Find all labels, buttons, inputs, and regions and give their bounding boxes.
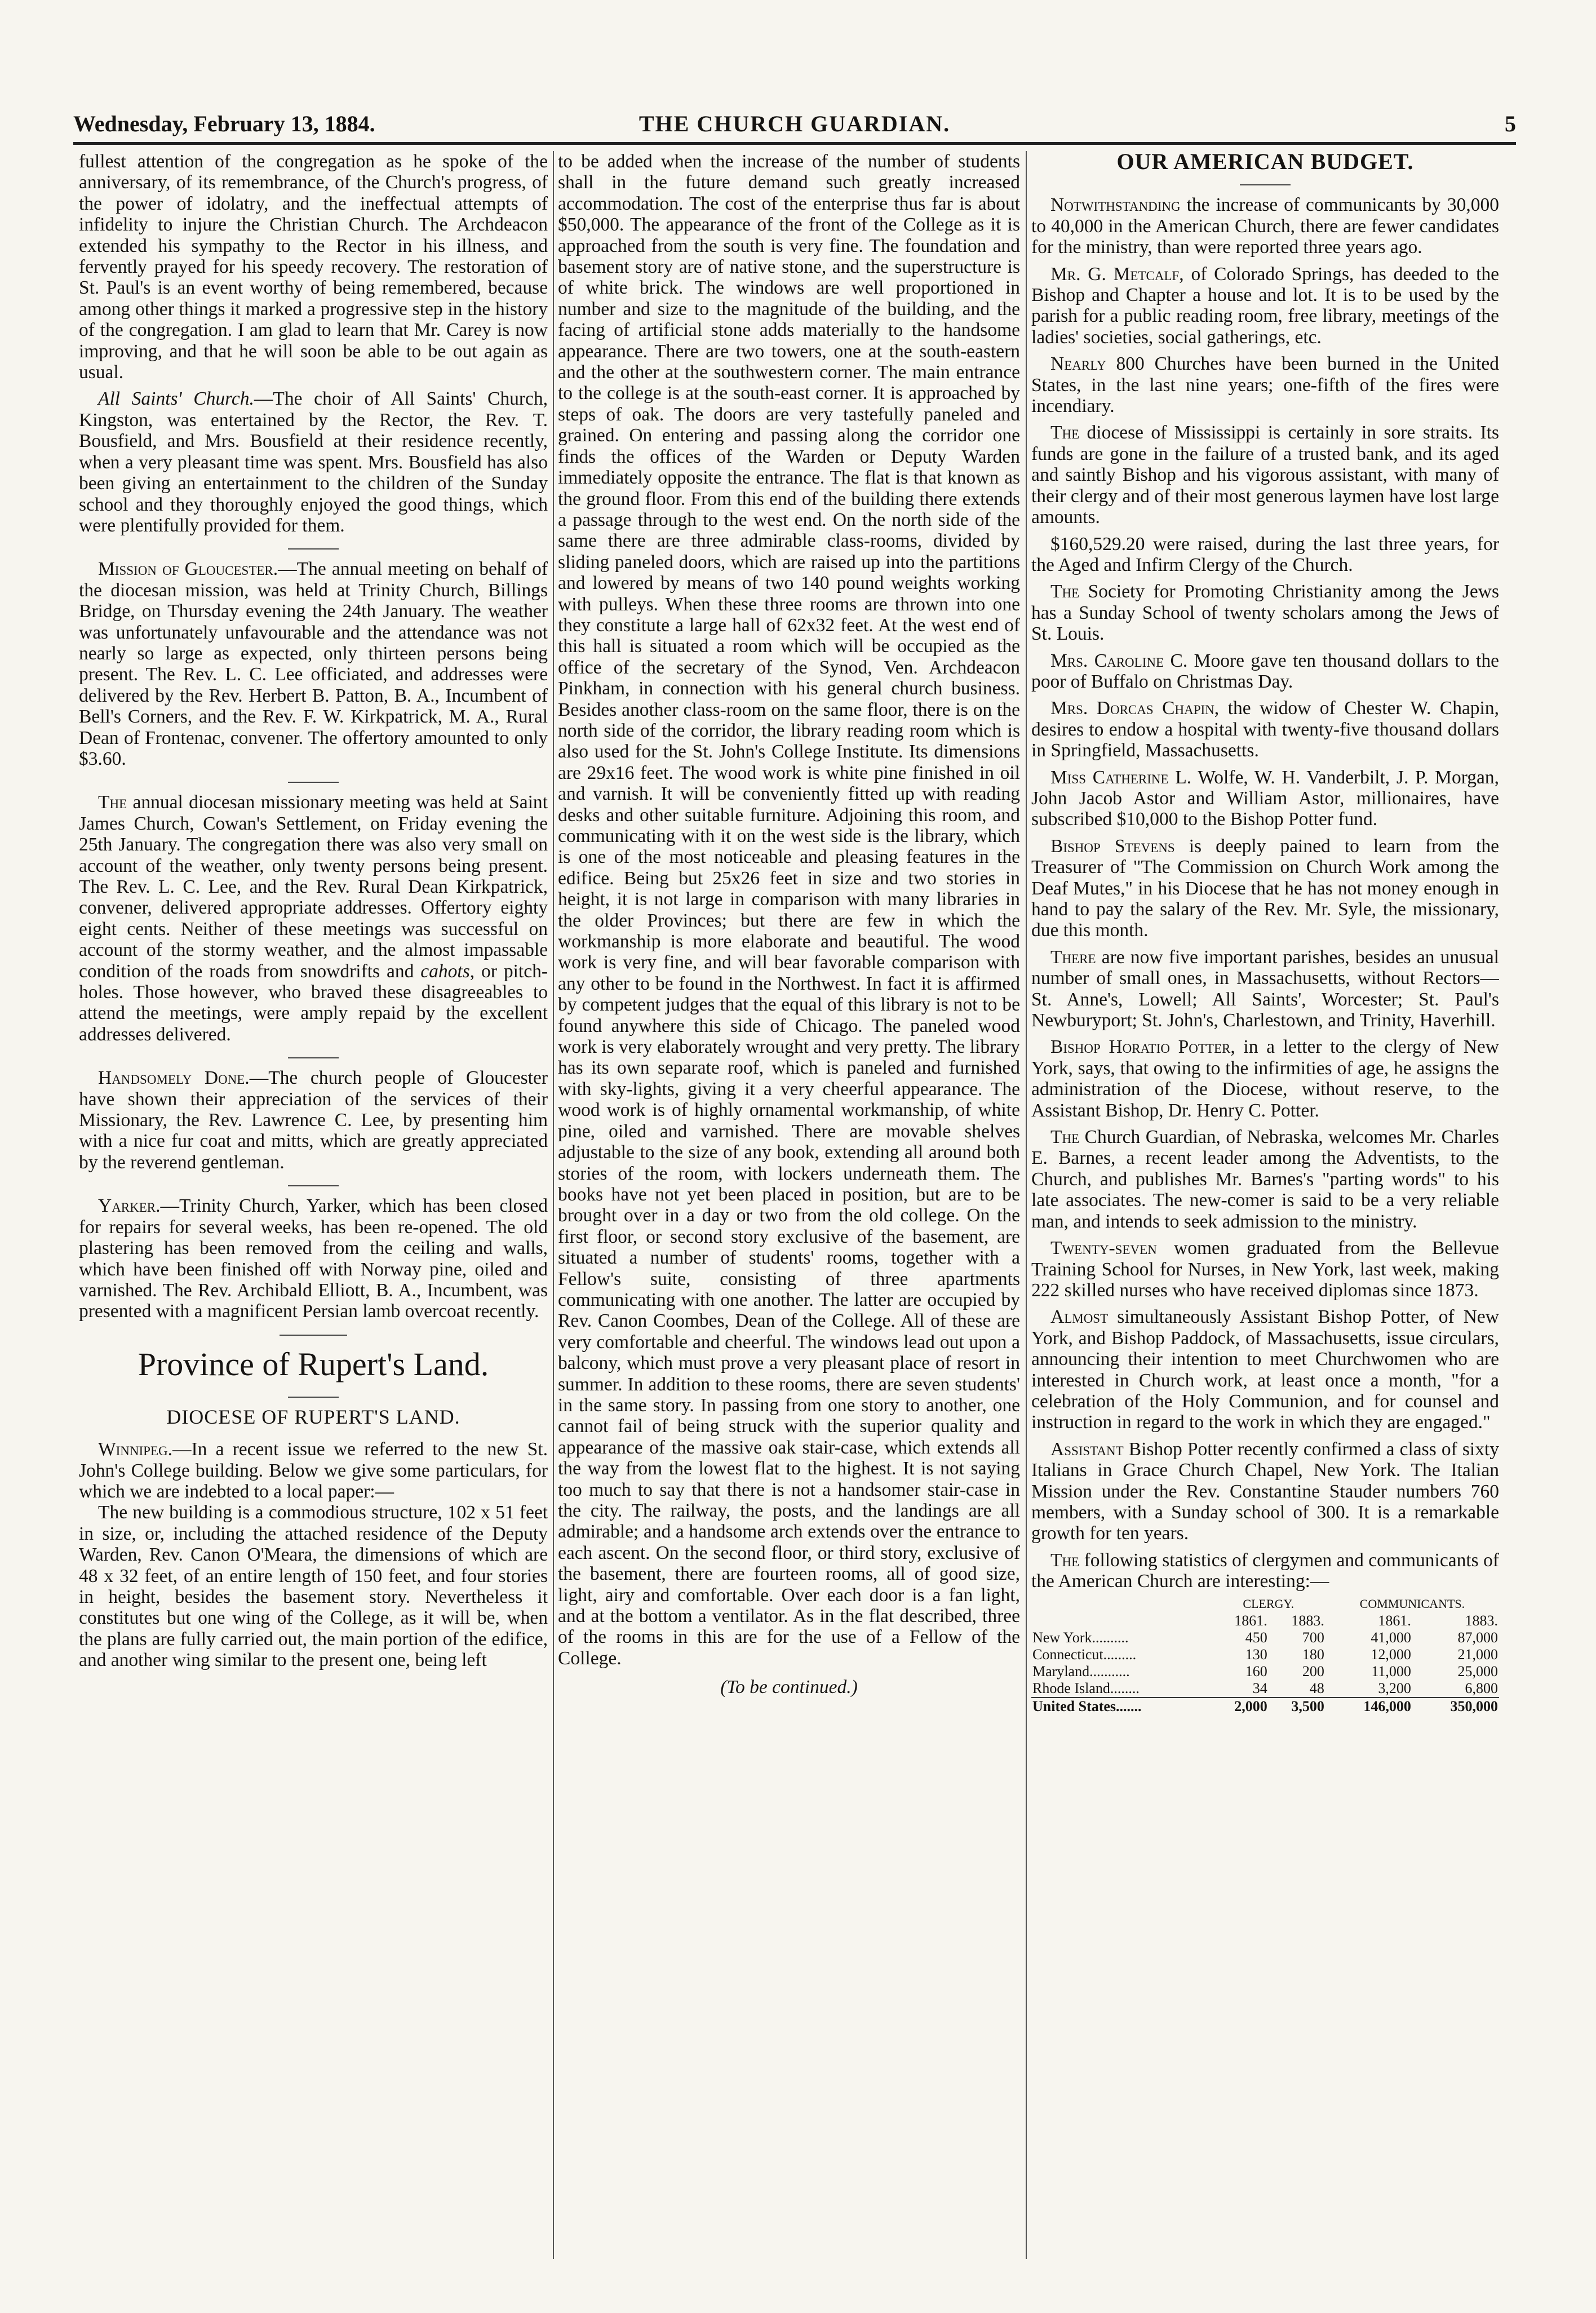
item-body: is deeply pained to learn from the Treasurer of "The Commission on Church Work among the Deaf Mutes," in his Diocese that he has not money enough in hand to pay the salary of the Rev. Mr. Syle, the missionary, due this month. <box>1031 835 1499 941</box>
row-label: Maryland........... <box>1032 1663 1130 1680</box>
year-header: 1861. <box>1378 1612 1411 1629</box>
budget-item <box>1031 1238 1499 1301</box>
item-lead: Assistant <box>1050 1438 1124 1460</box>
budget-item <box>1031 947 1499 1031</box>
table-row <box>1031 1629 1499 1646</box>
table-cell: 146,000 <box>1325 1698 1412 1715</box>
item-body: are now five important parishes, besides an unusual number of small ones, in Massachusetts, without Rectors—St. Anne's, Lowell; All Saints', Worcester; St. Paul's Newburyport; St. John's, Charlestown, and Trinity, Haverhill. <box>1031 946 1499 1031</box>
masthead <box>73 108 1516 145</box>
article-lead: The <box>98 792 127 813</box>
budget-item <box>1031 194 1499 258</box>
row-label: New York.......... <box>1032 1629 1129 1646</box>
item-body: the increase of communicants by 30,000 to 40,000 in the American Church, there are fewer candidates for the ministry, than were reported three years ago. <box>1031 194 1499 258</box>
item-body: in a letter to the clergy of New York, says, that owing to the infirmities of age, he assigns the administration of the Diocese, without reserve, to the Assistant Bishop, Dr. Henry C. Potter. <box>1031 1036 1499 1121</box>
item-lead: The <box>1050 1127 1080 1148</box>
budget-item <box>1031 534 1499 576</box>
table-cell: 34 <box>1252 1680 1267 1696</box>
article-body: —The choir of All Saints' Church, Kingston, was entertained by the Rector, the Rev. T. Bousfield, and Mrs. Bousfield at their residence recently, when a very pleasant time was spent. Mrs. Bousfield has also been giving an entertainment to the children of the Sunday school and they thoroughly enjoyed the good things, which were plentifully provided for them. <box>79 388 548 536</box>
item-body: following statistics of clergymen and communicants of the American Church are interesting:— <box>1031 1549 1499 1592</box>
continued-note: (To be continued.) <box>720 1677 858 1698</box>
article-title: Yarker. <box>98 1195 161 1217</box>
row-label: United States....... <box>1031 1698 1212 1715</box>
article-annual-meeting <box>79 792 548 1045</box>
article-building: The new building is a commodious structure, 102 x 51 feet in size, or, including the attached residence of the Deputy Warden, Rev. Canon O'Meara, the dimensions of which are 48 x 32 feet, of an entire length of 150 feet, and four stories in height, besides the basement story. Nevertheless it constitutes but one wing of the College, as it will be, when the plans are fully carried out, the main portion of the edifice, and another wing similar to the present one, being left <box>79 1502 548 1671</box>
budget-item <box>1031 422 1499 528</box>
budget-item <box>1031 650 1499 693</box>
column-1 <box>79 151 548 2270</box>
section-heading-american-budget: OUR AMERICAN BUDGET. <box>1116 151 1414 174</box>
article-body: —The church people of Gloucester have shown their appreciation of the services of their Missionary, the Rev. Lawrence C. Lee, by presenting him with a nice fur coat and mitts, which are greatly appreciated by the reverend gentleman. <box>79 1067 548 1173</box>
item-body: the widow of Chester W. Chapin, desires to endow a hospital with twenty-five thousand dollars in Springfield, Massachusetts. <box>1031 698 1499 761</box>
table-cell: 2,000 <box>1212 1698 1269 1715</box>
budget-item <box>1031 1036 1499 1121</box>
row-label: Connecticut......... <box>1032 1646 1137 1663</box>
article-body: —The annual meeting on behalf of the diocesan mission, was held at Trinity Church, Billings Bridge, on Thursday evening the 24th January. The weather was unfortunately unfavourable and the attendance was not nearly so large as expected, only thirteen persons being present. The Rev. L. C. Lee officiated, and addresses were delivered by the Rev. Herbert B. Patton, B. A., Incumbent of Bell's Corners, and the Rev. F. W. Kirkpatrick, M. A., Rural Dean of Frontenac, convener. The offertory amounted to only $3.60. <box>79 559 548 769</box>
budget-item <box>1031 1550 1499 1592</box>
item-body: simultaneously Assistant Bishop Potter, of New York, and Bishop Paddock, of Massachusetts, issue circulars, announcing their intention to meet Churchwomen who are interested in Church work, at least once a month, "for a celebration of the Holy Communion, and for counsel and instruction in regard to the work in which they are engaged." <box>1031 1306 1499 1433</box>
column-2 <box>558 151 1020 2270</box>
table-cell: 130 <box>1245 1646 1267 1663</box>
separator-rule <box>288 1185 339 1186</box>
item-lead: Almost <box>1050 1306 1109 1328</box>
article-winnipeg <box>79 1439 548 1502</box>
separator-rule <box>1240 184 1291 185</box>
budget-item <box>1031 353 1499 416</box>
issue-date: Wednesday, February 13, 1884. <box>73 111 375 136</box>
article-all-saints <box>79 388 548 536</box>
table-cell: 12,000 <box>1371 1646 1411 1663</box>
item-body: women graduated from the Bellevue Training School for Nurses, in New York, last week, making 222 skilled nurses who have received diplomas since 1873. <box>1031 1238 1499 1301</box>
article-college-continuation: to be added when the increase of the number of students shall in the future demand such greatly increased accommodation. The cost of the enterprise thus far is about $50,000. The appearance of the front of the College as it is approached from the south is very fine. The foundation and basement story are of native stone, and the superstructure is of white brick. The windows are well proportioned in number and size to the magnitude of the building, and the facing of artificial stone adds materially to the handsome appearance. There are two towers, one at the south-eastern and the other at the southwestern corner. The main entrance to the college is at the south-east corner. It is approached by steps of oak. The doors are very tastefully paneled and grained. On entering and passing along the corridor one finds the offices of the Warden or Deputy Warden immediately opposite the entrance. The flat is that known as the ground floor. From this end of the building there extends a passage through to the west end. On the north side of the same there are three admirable class-rooms, divided by sliding paneled doors, which are raised up into the partitions and lowered by means of two 140 pound weights working with pulleys. When these three rooms are thrown into one they constitute a large hall of 62x32 feet. At the west end of this hall is situated a room which will be occupied as the office of the secretary of the Synod, Ven. Archdeacon Pinkham, in connection with his general church business. Besides another class-room on the same floor, there is on the north side of the corridor, the library reading room which is also used for the St. John's College Institute. Its dimensions are 29x16 feet. The wood work is white pine finished in oil and varnish. It will be conveniently fitted up with reading desks and other suitable furniture. Adjoining this room, and communicating with it on the west side is the library, which is one of the most noticeable and pleasing features in the edifice. Being but 25x26 feet in size and two stories in height, it is not large in comparison with many libraries in the older Provinces; but there are few in which the workmanship is more elaborate and beautiful. The wood work is very fine, and will bear favorable comparison with any other to be found in the Northwest. In fact it is affirmed by competent judges that the equal of this library is not to be found anywhere this side of Chicago. The paneled wood work is very elaborately wrought and very pretty. The library has its own separate roof, which is paneled and furnished with sky-lights, giving it a very cheerful appearance. The wood work is of highly ornamental workmanship, of white pine, oiled and varnished. There are movable shelves adjustable to the size of any book, extending all around both stories of the room, with lockers underneath them. The books have not yet been placed in position, but are to be brought over in a day or two from the old college. On the first floor, or second story exclusive of the basement, are situated a number of students' rooms, together with a Fellow's suite, consisting of three apartments communicating with one another. The latter are occupied by Rev. Canon Coombes, Dean of the College. All of these are very comfortable and cheerful. The windows lead out upon a balcony, which must prove a very pleasant place of resort in summer. In addition to these rooms, there are seven students' in the same story. In passing from one story to another, one cannot fail of being struck with the superior quality and appearance of the massive oak stair-case, which extends all the way from the lowest flat to the highest. It is not saying too much to say that there is not a handsomer stair-case in the city. The railway, the posts, and the landings are all admirable; and a handsome arch extends over the entrance to each ascent. On the second floor, or third story, exclusive of the basement, there are fourteen rooms, all of good size, light, airy and comfortable. Over each door is a fan light, and at the bottom a ventilator. As in the flat described, three of the rooms in this are for the use of a Fellow of the College. <box>558 151 1020 1669</box>
article-body: —In a recent issue we referred to the new St. John's College building. Below we give some particulars, for which we are indebted to a local paper:— <box>79 1439 548 1502</box>
item-body: of Colorado Springs, has deeded to the Bishop and Chapter a house and lot. It is to be used by the parish for a public reading room, free library, meetings of the ladies' societies, social gatherings, etc. <box>1031 263 1499 348</box>
header-clergy: CLERGY. <box>1243 1596 1294 1611</box>
article-title: Mission of Gloucester. <box>98 559 278 580</box>
item-lead: Mr. G. Metcalf, <box>1050 263 1184 285</box>
table-row <box>1031 1663 1499 1680</box>
table-cell: 700 <box>1302 1629 1324 1646</box>
column-3 <box>1031 151 1499 2270</box>
article-mission-gloucester <box>79 559 548 769</box>
table-cell: 87,000 <box>1457 1629 1498 1646</box>
article-handsomely-done <box>79 1067 548 1173</box>
article-continuation: fullest attention of the congregation as he spoke of the anniversary, of its remembrance, of the Church's progress, of the power of idolatry, and the ineffectual attempts of infidelity to injure the Christian Church. The Archdeacon extended his sympathy to the Rector in his illness, and fervently prayed for his speedy recovery. The restoration of St. Paul's is an event worthy of being remembered, because among other things it marked a progressive step in the history of the congregation. I am glad to learn that Mr. Carey is now improving, and that he will soon be able to be out again as usual. <box>79 151 548 383</box>
article-title: Handsomely Done. <box>98 1067 250 1089</box>
item-lead: There <box>1050 946 1096 968</box>
item-body: $160,529.20 were raised, during the last three years, for the Aged and Infirm Clergy of the Church. <box>1031 533 1499 575</box>
item-lead: Twenty-seven <box>1050 1238 1157 1259</box>
budget-item <box>1031 1127 1499 1232</box>
table-years-row <box>1031 1612 1499 1629</box>
column-rule <box>553 151 554 2259</box>
item-lead: Bishop Horatio Potter, <box>1050 1036 1235 1058</box>
table-header-row <box>1031 1596 1499 1612</box>
year-header: 1883. <box>1291 1612 1324 1629</box>
table-row <box>1031 1680 1499 1698</box>
table-cell: 160 <box>1245 1663 1267 1680</box>
item-body: 800 Churches have been burned in the United States, in the last nine years; one-fifth of the fires were incendiary. <box>1031 353 1499 417</box>
item-body: diocese of Mississippi is certainly in sore straits. Its funds are gone in the failure of a trusted bank, and its aged and saintly Bishop and his vigorous assistant, with many of their clergy and of their most generous laymen have lost large amounts. <box>1031 422 1499 528</box>
table-cell: 48 <box>1309 1680 1324 1696</box>
item-lead: The <box>1050 1549 1080 1571</box>
budget-item <box>1031 264 1499 348</box>
article-title: All Saints' Church. <box>98 388 254 410</box>
separator-rule <box>288 548 339 550</box>
table-cell: 25,000 <box>1457 1663 1498 1680</box>
year-header: 1861. <box>1234 1612 1267 1629</box>
budget-item <box>1031 836 1499 941</box>
table-row-total <box>1031 1698 1499 1715</box>
row-label: Rhode Island........ <box>1032 1680 1140 1696</box>
table-cell: 6,800 <box>1465 1680 1498 1696</box>
article-body: annual diocesan missionary meeting was held at Saint James Church, Cowan's Settlement, on Friday evening the 25th January. The congregation there was also very small on account of the weather, only twenty persons being present. The Rev. L. C. Lee, and the Rev. Rural Dean Kirkpatrick, convener, delivered appropriate addresses. Offertory eighty eight cents. Neither of these meetings was successful on account of the stormy weather, and the almost impassable condition of the roads from snowdrifts and <box>79 792 548 982</box>
article-body: , or pitch-holes. Those however, who braved these disagreeables to attend the meetings, were amply repaid by the excellent addresses delivered. <box>79 960 548 1045</box>
table-cell: 3,200 <box>1378 1680 1411 1696</box>
ornament-rule <box>280 1335 347 1336</box>
item-lead: The <box>1050 581 1080 602</box>
column-rule <box>1026 151 1027 2259</box>
item-lead: Nearly <box>1050 353 1106 375</box>
table-row <box>1031 1646 1499 1663</box>
table-cell: 350,000 <box>1412 1698 1499 1715</box>
section-heading-diocese: DIOCESE OF RUPERT'S LAND. <box>166 1405 460 1428</box>
table-cell: 180 <box>1302 1646 1324 1663</box>
budget-item <box>1031 581 1499 644</box>
item-body: Society for Promoting Christianity among the Jews has a Sunday School of twenty scholars among the Jews of St. Louis. <box>1031 581 1499 645</box>
year-header: 1883. <box>1465 1612 1498 1629</box>
header-communicants: COMMUNICANTS. <box>1359 1596 1465 1611</box>
item-lead: Mrs. Dorcas Chapin, <box>1050 698 1220 719</box>
item-body: Bishop Potter recently confirmed a class of sixty Italians in Grace Church Chapel, New York. The Italian Mission under the Rev. Constantine Stauder numbers 760 members, with a Sunday school of 300. It is a remarkable growth for ten years. <box>1031 1438 1499 1544</box>
article-body: —Trinity Church, Yarker, which has been closed for repairs for several weeks, has been re-opened. The old plastering has been removed from the ceiling and walls, which have been finished off with Norway pine, oiled and varnished. The Rev. Archibald Elliott, B. A., Incumbent, was presented with a magnificent Persian lamb overcoat recently. <box>79 1195 548 1322</box>
article-italic-word: cahots <box>420 960 470 982</box>
article-title: Winnipeg. <box>98 1439 172 1460</box>
item-lead: Notwithstanding <box>1050 194 1181 216</box>
budget-item <box>1031 1306 1499 1433</box>
article-yarker <box>79 1195 548 1322</box>
item-body: L. Wolfe, W. H. Vanderbilt, J. P. Morgan, John Jacob Astor and William Astor, millionaires, have subscribed $10,000 to the Bishop Potter fund. <box>1031 766 1499 830</box>
section-heading-province: Province of Rupert's Land. <box>138 1345 489 1383</box>
table-cell: 450 <box>1245 1629 1267 1646</box>
table-cell: 41,000 <box>1371 1629 1411 1646</box>
table-cell: 21,000 <box>1457 1646 1498 1663</box>
paper-title: THE CHURCH GUARDIAN. <box>639 111 951 136</box>
page-number: 5 <box>1505 111 1516 136</box>
item-body: C. Moore gave ten thousand dollars to the poor of Buffalo on Christmas Day. <box>1031 650 1499 692</box>
table-cell: 3,500 <box>1269 1698 1325 1715</box>
separator-rule <box>288 1397 339 1398</box>
statistics-table <box>1031 1596 1499 1715</box>
budget-item <box>1031 1439 1499 1544</box>
separator-rule <box>288 1057 339 1058</box>
item-lead: Mrs. Caroline <box>1050 650 1164 671</box>
separator-rule <box>288 782 339 783</box>
item-lead: The <box>1050 422 1080 444</box>
item-body: Church Guardian, of Nebraska, welcomes Mr. Charles E. Barnes, a recent leader among the Adventists, to the Church, and publishes Mr. Barnes's "parting words" to his late associates. The new-comer is said to be a very reliable man, and intends to seek admission to the ministry. <box>1031 1127 1499 1232</box>
item-lead: Bishop Stevens <box>1050 835 1175 857</box>
table-cell: 11,000 <box>1371 1663 1411 1680</box>
item-lead: Miss Catherine <box>1050 766 1169 788</box>
budget-item <box>1031 767 1499 830</box>
budget-item <box>1031 698 1499 761</box>
table-cell: 200 <box>1302 1663 1324 1680</box>
